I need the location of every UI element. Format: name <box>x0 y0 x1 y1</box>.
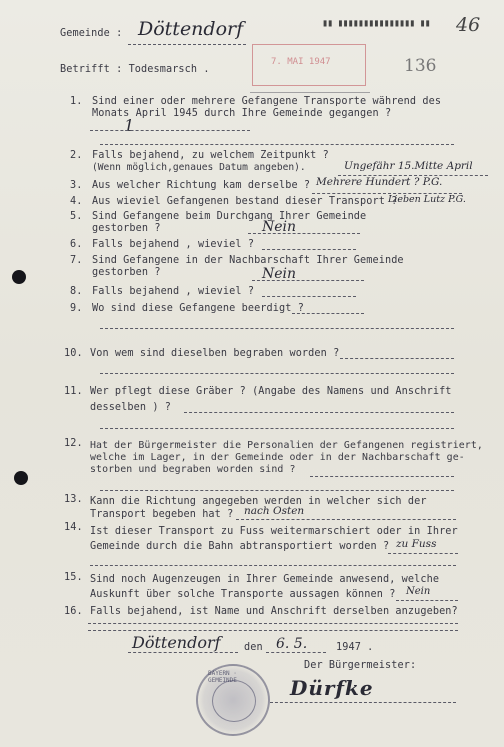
q8-text: Falls bejahend , wieviel ? <box>92 286 255 297</box>
q10-answer-line-1 <box>340 358 454 359</box>
q13-answer: nach Osten <box>244 505 305 517</box>
footer-place: Döttendorf <box>132 633 221 652</box>
q1-answer-line <box>90 130 250 131</box>
q16-number: 16. <box>64 606 83 617</box>
q2-answer: Ungefähr 15.Mitte April <box>344 160 473 172</box>
top-right-marks: ▮▮ ▮▮▮▮▮▮▮▮▮▮▮▮▮▮▮ ▮▮ <box>322 18 430 29</box>
q7-answer: Nein <box>262 266 297 282</box>
q5-text-2: gestorben ? <box>92 223 161 234</box>
q4-text: Aus wieviel Gefangenen bestand dieser Transport ? <box>92 196 398 207</box>
footer-date: 6. 5. <box>276 636 308 652</box>
q3-answer: Mehrere Hundert ? P.G. <box>316 176 443 188</box>
q11-text-2: desselben ) ? <box>90 402 172 413</box>
q10-answer-line-2 <box>100 373 454 374</box>
q15-text-2: Auskunft über solche Transporte aussagen können ? <box>90 589 396 600</box>
q5-number: 5. <box>70 211 83 222</box>
q12-answer-line-2 <box>100 490 454 491</box>
q16-text: Falls bejahend, ist Name und Anschrift derselben anzugeben? <box>90 606 458 617</box>
seal-text: BAYERN · GEMEINDE <box>208 670 237 684</box>
q6-number: 6. <box>70 239 83 250</box>
q11-number: 11. <box>64 386 83 397</box>
signature-line <box>270 702 456 703</box>
q11-text-1: Wer pflegt diese Gräber ? (Angabe des Namens und Anschrift <box>90 386 452 397</box>
q13-answer-line <box>236 519 456 520</box>
q5-text-1: Sind Gefangene beim Durchgang Ihrer Gemeinde <box>92 211 367 222</box>
q14-number: 14. <box>64 522 83 533</box>
q12-text-3: storben und begraben worden sind ? <box>90 464 296 475</box>
q9-text: Wo sind diese Gefangene beerdigt ? <box>92 303 304 314</box>
q3-number: 3. <box>70 180 83 191</box>
received-stamp-date: 7. MAI 1947 <box>271 57 331 67</box>
punch-hole-bottom <box>14 471 28 485</box>
q2-text-2: (Wenn möglich,genaues Datum angeben). <box>92 162 306 173</box>
footer-place-line <box>128 652 238 653</box>
gemeinde-label: Gemeinde : <box>60 28 123 39</box>
q14-answer-line <box>388 553 458 554</box>
q15-number: 15. <box>64 572 83 583</box>
q6-text: Falls bejahend , wieviel ? <box>92 239 255 250</box>
q15-answer: Nein <box>406 586 431 597</box>
q10-number: 10. <box>64 348 83 359</box>
q15-answer-line <box>396 600 458 601</box>
footer-year: 1947 . <box>336 642 374 653</box>
stamp-frame-line <box>250 92 370 93</box>
q11-answer-line-2 <box>100 428 454 429</box>
q2-number: 2. <box>70 150 83 161</box>
q14-answer: zu Fuss <box>396 538 437 550</box>
footer-den-label: den <box>244 642 263 653</box>
q7-text-2: gestorben ? <box>92 267 161 278</box>
archive-number: 136 <box>404 56 437 76</box>
q13-text-2: Transport begeben hat ? <box>90 509 234 520</box>
q9-answer-line-2 <box>100 328 454 329</box>
betrifft-line: Betrifft : Todesmarsch . <box>60 64 210 75</box>
q8-answer-line <box>262 296 356 297</box>
punch-hole-top <box>12 270 26 284</box>
q9-answer-line-1 <box>292 313 364 314</box>
q4-number: 4. <box>70 196 83 207</box>
q1-separator <box>100 144 454 145</box>
q1-answer: 1 <box>124 116 135 135</box>
q11-answer-line-1 <box>184 412 454 413</box>
gemeinde-value: Döttendorf <box>138 18 244 40</box>
q16-separator-2 <box>88 630 458 631</box>
q5-answer: Nein <box>262 219 297 235</box>
q8-number: 8. <box>70 286 83 297</box>
gemeinde-underline <box>128 44 246 45</box>
q15-text-1: Sind noch Augenzeugen in Ihrer Gemeinde anwesend, welche <box>90 574 440 585</box>
mayor-signature: Dürfke <box>290 676 374 700</box>
q14-separator <box>90 565 456 566</box>
q12-answer-line-1 <box>310 476 454 477</box>
q14-text-1: Ist dieser Transport zu Fuss weitermarschiert oder in Ihrer <box>90 526 458 537</box>
q14-text-2: Gemeinde durch die Bahn abtransportiert worden ? <box>90 541 390 552</box>
q7-number: 7. <box>70 255 83 266</box>
q6-answer-line <box>262 249 356 250</box>
q12-text-2: welche im Lager, in der Gemeinde oder in der Nachbarschaft ge- <box>90 452 465 463</box>
official-seal <box>196 664 270 736</box>
q13-text-1: Kann die Richtung angegeben werden in welcher sich der <box>90 496 427 507</box>
q7-text-1: Sind Gefangene in der Nachbarschaft Ihrer Gemeinde <box>92 255 404 266</box>
q13-number: 13. <box>64 494 83 505</box>
q12-number: 12. <box>64 438 83 449</box>
q10-text: Von wem sind dieselben begraben worden ? <box>90 348 340 359</box>
q5-answer-line <box>248 233 360 234</box>
q2-text-1: Falls bejahend, zu welchem Zeitpunkt ? <box>92 150 329 161</box>
q1-number: 1. <box>70 96 83 107</box>
q9-number: 9. <box>70 303 83 314</box>
q1-text-2: Monats April 1945 durch Ihre Gemeinde gegangen ? <box>92 108 392 119</box>
q1-text-1: Sind einer oder mehrere Gefangene Transporte während des <box>92 96 442 107</box>
q4-answer: Lieben Lutz P.G. <box>388 194 466 205</box>
q16-separator-1 <box>88 623 458 624</box>
footer-date-line <box>266 652 326 653</box>
q12-text-1: Hat der Bürgermeister die Personalien der Gefangenen registriert, <box>90 440 483 451</box>
seal-crest <box>212 680 256 722</box>
page-number: 46 <box>456 14 481 36</box>
mayor-label: Der Bürgermeister: <box>304 660 417 671</box>
q7-answer-line <box>252 280 364 281</box>
q3-text: Aus welcher Richtung kam derselbe ? <box>92 180 311 191</box>
received-stamp <box>252 44 366 86</box>
